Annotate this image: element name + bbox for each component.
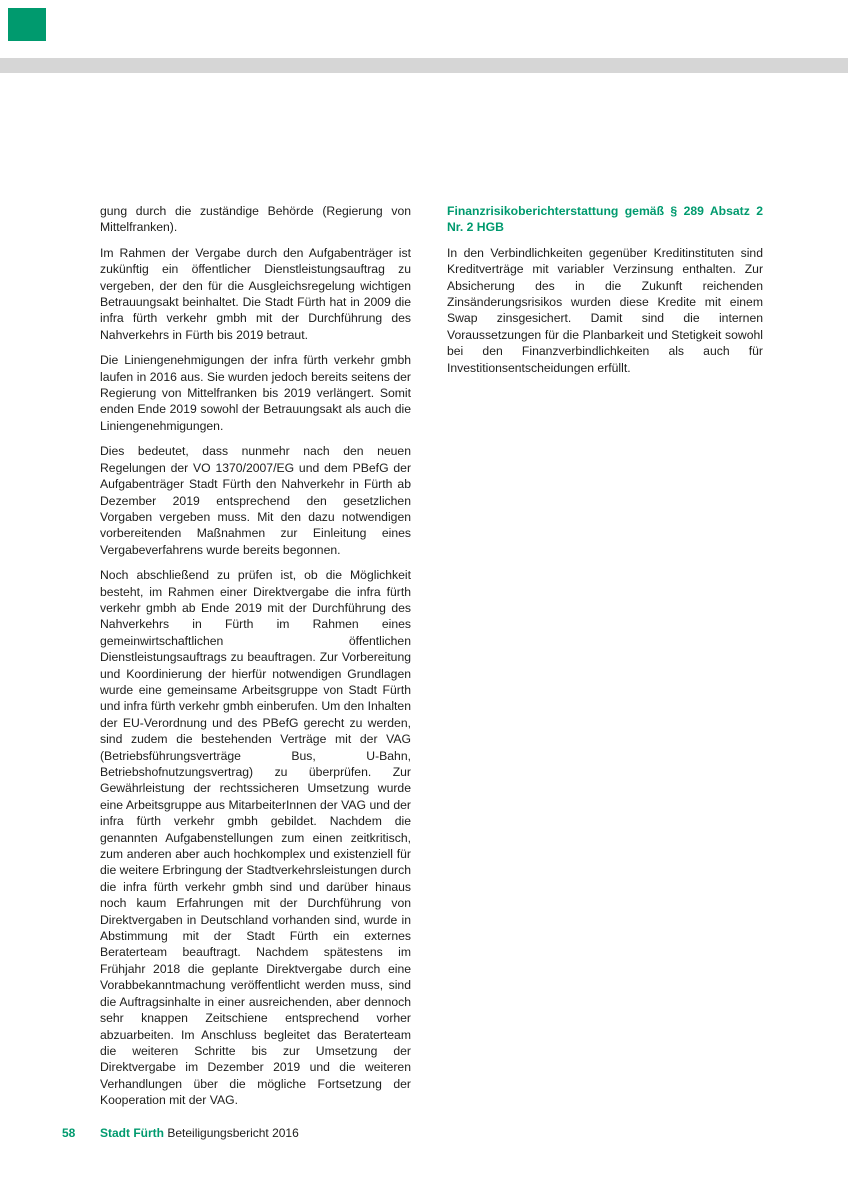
body-paragraph: In den Verbindlichkeiten gegenüber Kreditinstituten sind Kreditverträge mit variabler Verzinsung enthalten. Zur Absicherung des in die Zukunft reichenden Zinsänderungsrisikos wurden diese Kredite mit einem Swap zinsgesichert. Damit sind die internen Voraussetzungen für die Planbarkeit und Stetigkeit sowohl bei den Finanzverbindlichkeiten als auch für Investitionsentscheidungen erfüllt. — [447, 245, 763, 375]
right-text-column — [447, 203, 763, 385]
top-divider-bar — [0, 58, 848, 73]
footer-text — [100, 1126, 299, 1140]
footer-brand: Stadt Fürth — [100, 1126, 164, 1140]
corner-accent-block — [8, 8, 46, 41]
body-paragraph: Die Liniengenehmigungen der infra fürth verkehr gmbh laufen in 2016 aus. Sie wurden jedoch bereits seitens der Regierung von Mittelfranken bis 2019 verlängert. Somit enden Ende 2019 sowohl der Betrauungsakt als auch die Liniengenehmigungen. — [100, 353, 411, 433]
page-number: 58 — [62, 1126, 76, 1140]
footer-title: Beteiligungsbericht 2016 — [167, 1126, 299, 1140]
body-paragraph: Noch abschließend zu prüfen ist, ob die Möglichkeit besteht, im Rahmen einer Direktvergabe die infra fürth verkehr gmbh ab Ende 2019 mit der Durchführung des Nahverkehrs in Fürth im Rahmen eines gemeinwirtschaftlichen öffentlichen Dienstleistungsauftrags zu beauftragen. Zur Vorbereitung und Koordinierung der hierfür notwendigen Grundlagen wurde eine gemeinsame Arbeitsgruppe von Stadt Fürth und infra fürth verkehr gmbh einberufen. Um den Inhalten der EU-Verordnung und des PBefG gerecht zu werden, sind zudem die bestehenden Verträge mit der VAG (Betriebsführungsverträge Bus, U-Bahn, Betriebshofnutzungsvertrag) zu überprüfen. Zur Gewährleistung der rechtssicheren Umsetzung wurde eine Arbeitsgruppe aus MitarbeiterInnen der VAG und der infra fürth verkehr gmbh gebildet. Nachdem die genannten Aufgabenstellungen zum einen zeitkritisch, zum anderen aber auch hochkomplex und existenziell für die weitere Erbringung der Stadtverkehrsleistungen durch die infra fürth verkehr gmbh sind und darüber hinaus noch kaum Erfahrungen mit der Durchführung von Direktvergaben in Deutschland vorhanden sind, wurde in Abstimmung mit der Stadt Fürth ein externes Beraterteam beauftragt. Nachdem spätestens im Frühjahr 2018 die geplante Direktvergabe durch eine Vorabbekanntmachung veröffentlicht werden muss, sind die Auftragsinhalte in einer ausreichenden, aber dennoch sehr knappen Zeitschiene entsprechend vorher abzuarbeiten. Im Anschluss begleitet das Beraterteam die weiteren Schritte bis zur Umsetzung der Direktvergabe im Dezember 2019 und die weiteren Verhandlungen über die mögliche Fortsetzung der Kooperation mit der VAG. — [100, 568, 411, 1108]
left-text-column — [100, 203, 411, 1118]
section-heading-finanzrisikoberichterstattung: Finanzrisikoberichterstattung gemäß § 289 Absatz 2 Nr. 2 HGB — [447, 204, 763, 235]
body-paragraph: Im Rahmen der Vergabe durch den Aufgabenträger ist zukünftig ein öffentlicher Dienstleistungsauftrag zu vergeben, der den für die Ausgleichsregelung wichtigen Betrauungsakt beinhaltet. Die Stadt Fürth hat in 2009 die infra fürth verkehr gmbh mit der Durchführung des Nahverkehrs in Fürth bis 2019 betraut. — [100, 245, 411, 342]
body-paragraph: gung durch die zuständige Behörde (Regierung von Mittelfranken). — [100, 204, 411, 235]
body-paragraph: Dies bedeutet, dass nunmehr nach den neuen Regelungen der VO 1370/2007/EG und dem PBefG der Aufgabenträger Stadt Fürth den Nahverkehr in Fürth ab Dezember 2019 entsprechend den gesetzlichen Vorgaben vergeben muss. Mit den dazu notwendigen vorbereitenden Maßnahmen zur Einleitung eines Vergabeverfahrens wurde bereits begonnen. — [100, 444, 411, 557]
